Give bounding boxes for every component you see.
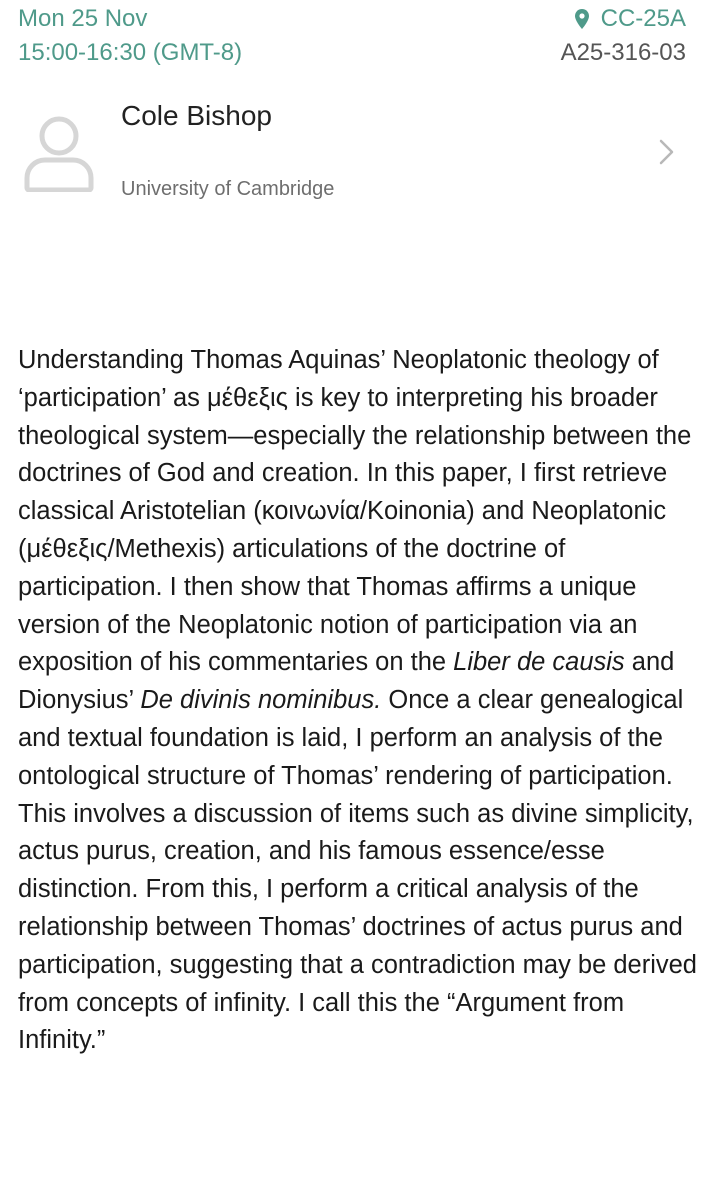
- session-location: [561, 2, 686, 70]
- speaker-name: Cole Bishop: [121, 100, 272, 131]
- abstract-title-liber-de-causis: Liber de causis: [453, 648, 625, 677]
- speaker-affiliation: University of Cambridge: [121, 178, 335, 200]
- chevron-right-icon[interactable]: [658, 138, 676, 166]
- session-datetime: [18, 2, 242, 70]
- session-time: 15:00-16:30 (GMT-8): [18, 39, 243, 66]
- room-label: CC-25A: [600, 5, 686, 32]
- user-placeholder-icon: [22, 112, 96, 192]
- session-code: A25-316-03: [560, 39, 686, 66]
- abstract-part-1: Understanding Thomas Aquinas’ Neoplatonic theology of ‘participation’ as μέθεξις is key to interpreting his broader theological system—especially the relationship between the doctrines of God and creation. In this paper, I first retrieve classical Aristotelian (κοινωνία/Koinonia) and Neoplatonic (μέθεξις/Methexis) articulations of the doctrine of participation. I then show that Thomas affirms a unique version of the Neoplatonic notion of participation via an exposition of his commentaries on the: [18, 346, 692, 677]
- location-pin-icon: [575, 9, 589, 29]
- abstract-text: [18, 342, 698, 1060]
- abstract-part-2: and Dionysius’: [18, 648, 675, 715]
- abstract-title-de-divinis-nominibus: De divinis nominibus.: [140, 686, 382, 715]
- abstract-part-3: Once a clear genealogical and textual foundation is laid, I perform an analysis of the ontological structure of Thomas’ rendering of participation. This involves a discussion of items such as divine simplicity, actus purus, creation, and his famous essence/esse distinction. From this, I perform a critical analysis of the relationship between Thomas’ doctrines of actus purus and participation, suggesting that a contradiction may be derived from concepts of infinity. I call this the “Argument from Infinity.”: [18, 686, 697, 1055]
- room-row[interactable]: [561, 2, 686, 36]
- session-date: Mon 25 Nov: [18, 5, 148, 32]
- session-meta: [0, 0, 704, 80]
- speaker-card[interactable]: [0, 96, 704, 226]
